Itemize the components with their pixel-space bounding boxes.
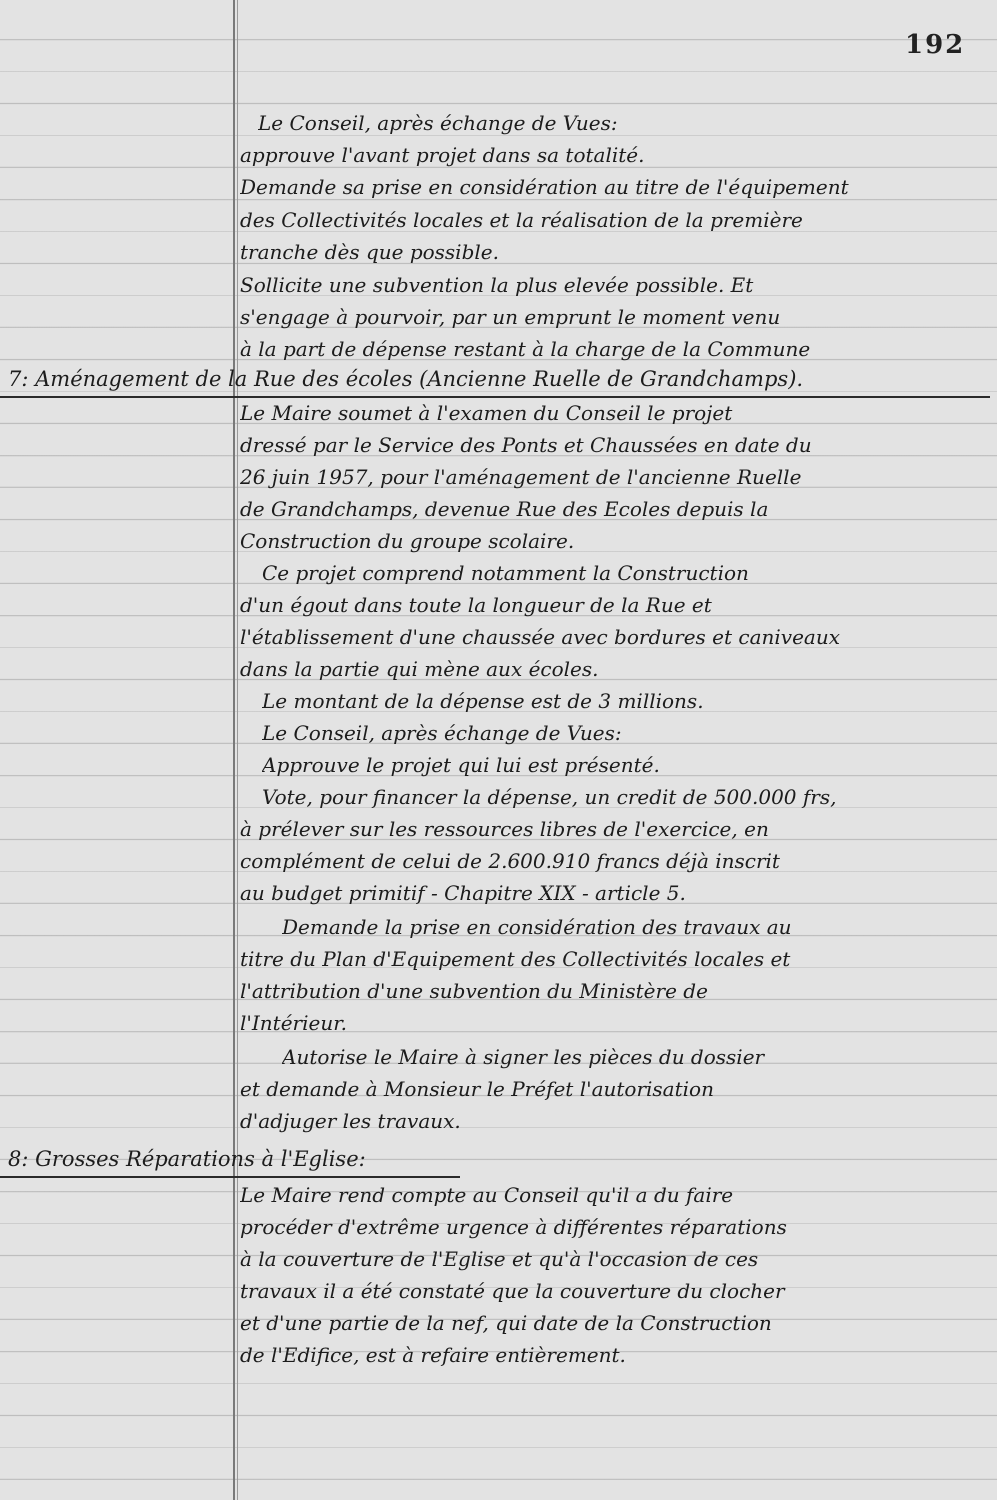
text-line: Le Maire rend compte au Conseil qu'il a du faire bbox=[240, 1183, 734, 1207]
page-number: 192 bbox=[905, 30, 966, 60]
text-line: de l'Edifice, est à refaire entièrement. bbox=[240, 1343, 626, 1367]
text-line: à la couverture de l'Eglise et qu'à l'occasion de ces bbox=[240, 1247, 759, 1271]
text-line: s'engage à pourvoir, par un emprunt le moment venu bbox=[240, 305, 781, 329]
text-line: Sollicite une subvention la plus elevée possible. Et bbox=[240, 273, 754, 297]
text-line: Autorise le Maire à signer les pièces du dossier bbox=[282, 1045, 765, 1069]
section-heading-7: 7: Aménagement de la Rue des écoles (Ancienne Ruelle de Grandchamps). bbox=[8, 367, 804, 391]
text-line: dans la partie qui mène aux écoles. bbox=[240, 657, 599, 681]
text-line: procéder d'extrême urgence à différentes réparations bbox=[240, 1215, 787, 1239]
text-line: Demande sa prise en considération au titre de l'équipement bbox=[240, 175, 849, 199]
text-line: complément de celui de 2.600.910 francs déjà inscrit bbox=[240, 849, 780, 873]
text-line: Le Maire soumet à l'examen du Conseil le projet bbox=[240, 401, 733, 425]
text-line: dressé par le Service des Ponts et Chaussées en date du bbox=[240, 433, 812, 457]
text-line: à prélever sur les ressources libres de l'exercice, en bbox=[240, 817, 769, 841]
text-line: l'établissement d'une chaussée avec bordures et caniveaux bbox=[240, 625, 840, 649]
text-line: à la part de dépense restant à la charge de la Commune bbox=[240, 337, 811, 361]
text-line: travaux il a été constaté que la couverture du clocher bbox=[240, 1279, 785, 1303]
text-line: de Grandchamps, devenue Rue des Ecoles depuis la bbox=[240, 497, 769, 521]
text-line: et d'une partie de la nef, qui date de la Construction bbox=[240, 1311, 772, 1335]
text-line: Vote, pour financer la dépense, un credit de 500.000 frs, bbox=[262, 785, 837, 809]
text-line: Construction du groupe scolaire. bbox=[240, 529, 575, 553]
text-line: Demande la prise en considération des travaux au bbox=[282, 915, 792, 939]
text-line: des Collectivités locales et la réalisation de la première bbox=[240, 208, 803, 232]
margin-line bbox=[233, 0, 235, 1500]
text-line: tranche dès que possible. bbox=[240, 240, 499, 264]
text-line: au budget primitif - Chapitre XIX - article 5. bbox=[240, 881, 686, 905]
section-underline bbox=[0, 1176, 460, 1178]
text-line: l'Intérieur. bbox=[240, 1011, 347, 1035]
margin-line-inner bbox=[237, 0, 238, 1500]
text-line: 26 juin 1957, pour l'aménagement de l'ancienne Ruelle bbox=[240, 465, 802, 489]
section-heading-8: 8: Grosses Réparations à l'Eglise: bbox=[8, 1147, 366, 1171]
text-line: d'adjuger les travaux. bbox=[240, 1109, 461, 1133]
text-line: d'un égout dans toute la longueur de la Rue et bbox=[240, 593, 712, 617]
text-line: approuve l'avant projet dans sa totalité. bbox=[240, 143, 645, 167]
text-line: et demande à Monsieur le Préfet l'autorisation bbox=[240, 1077, 714, 1101]
text-line: Le Conseil, après échange de Vues: bbox=[258, 111, 618, 135]
text-line: Ce projet comprend notamment la Construction bbox=[262, 561, 749, 585]
text-line: titre du Plan d'Equipement des Collectivités locales et bbox=[240, 947, 791, 971]
text-line: Approuve le projet qui lui est présenté. bbox=[262, 753, 660, 777]
text-line: Le montant de la dépense est de 3 millions. bbox=[262, 689, 704, 713]
text-line: l'attribution d'une subvention du Ministère de bbox=[240, 979, 708, 1003]
text-line: Le Conseil, après échange de Vues: bbox=[262, 721, 622, 745]
